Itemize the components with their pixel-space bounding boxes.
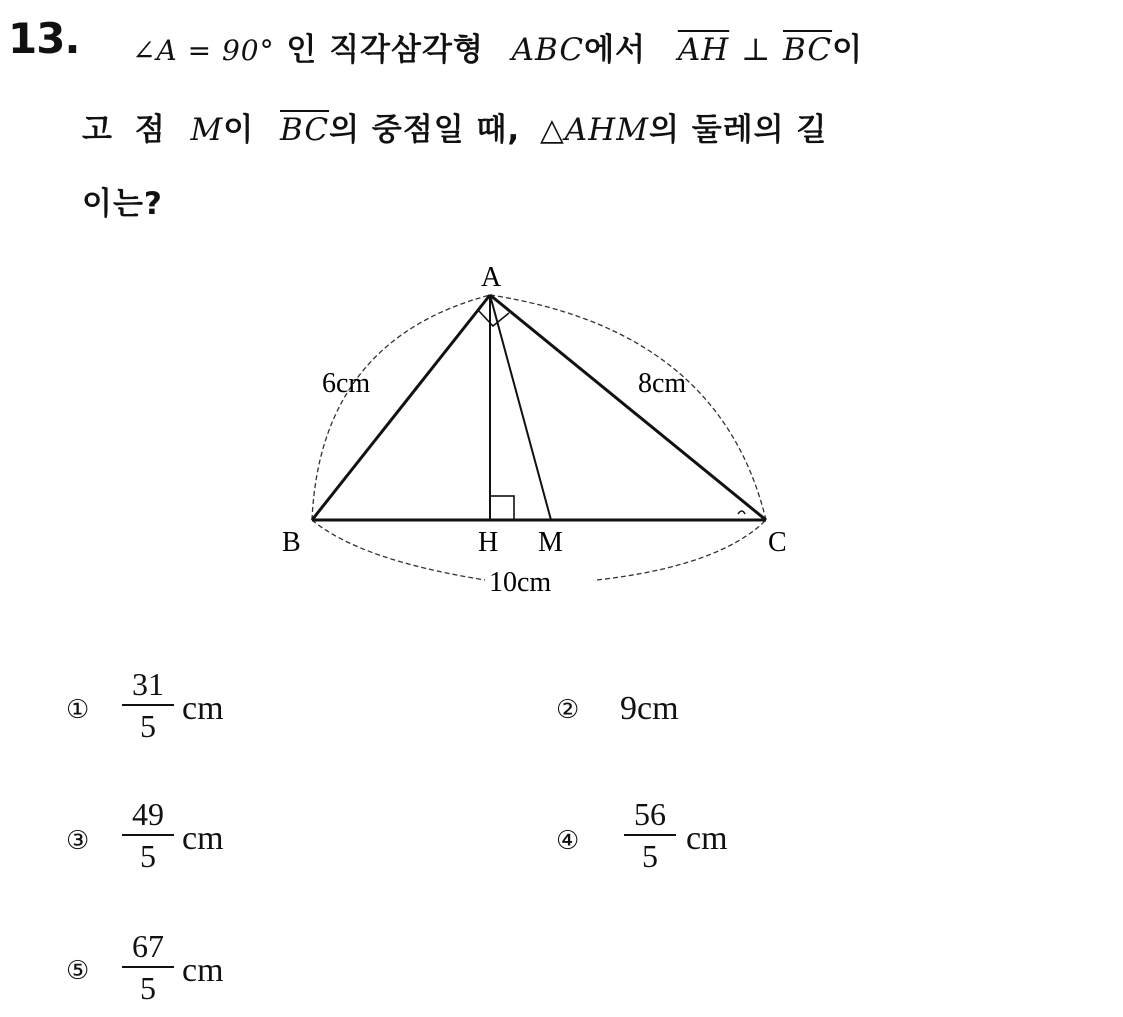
side-ac (490, 295, 766, 520)
choice-2-text: 9cm (620, 690, 679, 727)
right-angle-marker-a (478, 310, 509, 326)
dashed-arc-bc-right (597, 520, 766, 580)
choice-4-fraction (624, 796, 676, 874)
choice-1-unit: cm (182, 690, 224, 727)
question-text: 의 중점일 때, (329, 112, 521, 148)
choice-3-unit: cm (182, 820, 224, 857)
choice-3-mark: ③ (66, 826, 90, 856)
question-number: 13. (8, 14, 80, 63)
question-text: 인 직각삼각형 (286, 32, 484, 68)
angle-expression: ∠A = 90° (132, 34, 275, 67)
vertex-label-b: B (282, 527, 301, 558)
vertex-label-h: H (478, 527, 499, 558)
choice-1-numerator: 31 (132, 666, 164, 702)
fraction-bar (122, 834, 174, 836)
choice-3-fraction (122, 796, 174, 874)
angle-mark-c (738, 511, 745, 514)
question-text: 이 (223, 112, 255, 148)
fraction-bar (122, 966, 174, 968)
question-text: 의 둘레의 길 (648, 112, 828, 148)
question-text: 이 (832, 32, 864, 68)
segment-ah: $\overline{AH}$ (677, 32, 730, 68)
perpendicular-symbol: ⊥ (741, 32, 772, 68)
side-length-ab: 6cm (322, 368, 371, 399)
vertex-label-c: C (768, 527, 787, 558)
question-text: 고 점 (82, 112, 171, 148)
vertex-label-m: M (538, 527, 563, 558)
median-am (490, 295, 551, 520)
fraction-bar (624, 834, 676, 836)
choice-1-mark: ① (66, 695, 90, 725)
vertex-label-a: A (481, 262, 502, 293)
segment-bc: $\overline{BC}$ (279, 112, 330, 148)
right-angle-marker-h (490, 496, 514, 520)
choice-4-denominator: 5 (642, 838, 658, 874)
side-length-ac: 8cm (638, 368, 687, 399)
choice-5-denominator: 5 (140, 970, 156, 1006)
choice-5-mark: ⑤ (66, 956, 90, 986)
side-length-bc: 10cm (489, 567, 552, 598)
question-text: 에서 (584, 32, 647, 68)
choice-4-mark: ④ (556, 826, 580, 856)
triangle-name: ABC (511, 32, 585, 68)
fraction-bar (122, 704, 174, 706)
question-line-3: 이는? (82, 186, 163, 222)
point-m: M (190, 112, 224, 148)
choice-3-numerator: 49 (132, 796, 164, 832)
segment-bc: $\overline{BC}$ (782, 32, 833, 68)
choice-5-unit: cm (182, 952, 224, 989)
choice-5-fraction (122, 928, 174, 1006)
choice-3-denominator: 5 (140, 838, 156, 874)
choice-1-denominator: 5 (140, 708, 156, 744)
choice-4-unit: cm (686, 820, 728, 857)
choice-4-numerator: 56 (634, 796, 666, 832)
triangle-ahm: △AHM (539, 112, 649, 148)
dashed-arc-bc-left (312, 520, 485, 580)
choice-1-fraction (122, 666, 174, 744)
choice-2-mark: ② (556, 695, 580, 725)
choice-5-numerator: 67 (132, 928, 164, 964)
